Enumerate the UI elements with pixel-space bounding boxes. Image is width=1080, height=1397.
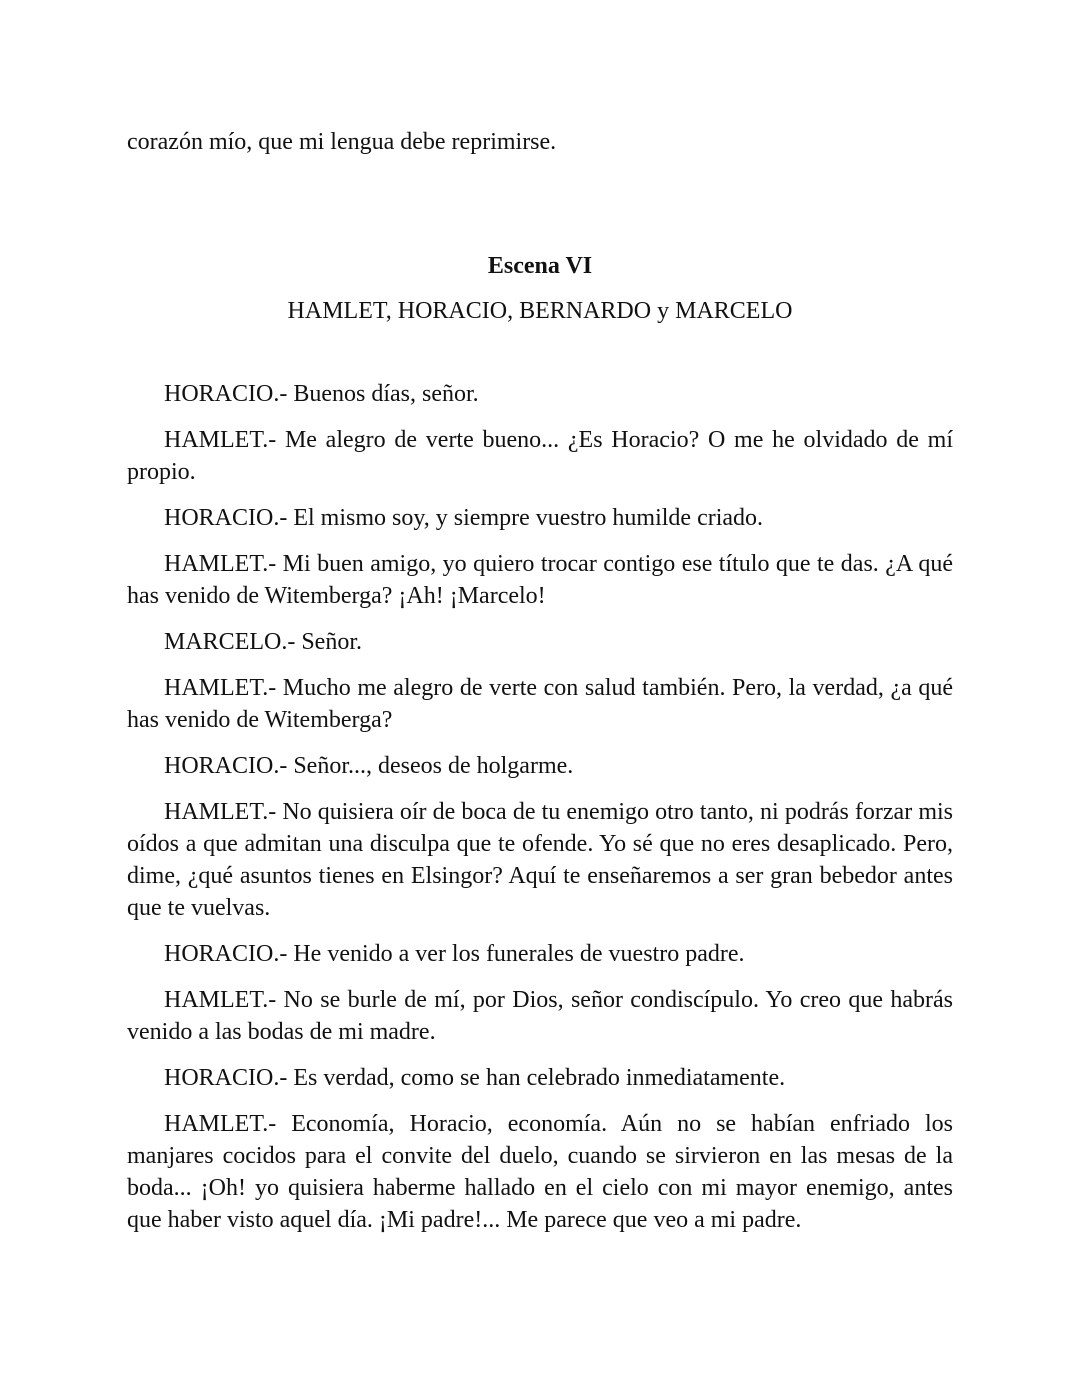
- dialogue-line: HAMLET.- Mucho me alegro de verte con salud también. Pero, la verdad, ¿a qué has venido de Witemberga?: [127, 675, 953, 733]
- carry-over-line: corazón mío, que mi lengua debe reprimirse.: [127, 129, 557, 155]
- dialogue-line: MARCELO.- Señor.: [164, 629, 362, 655]
- dialogue-line: HORACIO.- El mismo soy, y siempre vuestro humilde criado.: [164, 505, 764, 531]
- dialogue-line: HAMLET.- No se burle de mí, por Dios, señor condiscípulo. Yo creo que habrás venido a las bodas de mi madre.: [127, 987, 953, 1045]
- dialogue-line: HORACIO.- Señor..., deseos de holgarme.: [164, 753, 574, 779]
- dialogue-line: HORACIO.- Buenos días, señor.: [164, 381, 479, 407]
- dialogue-line: HAMLET.- Me alegro de verte bueno... ¿Es Horacio? O me he olvidado de mí propio.: [127, 427, 953, 485]
- dialogue-block: [127, 378, 953, 1250]
- document-page: [127, 0, 953, 1397]
- dialogue-line: HAMLET.- No quisiera oír de boca de tu enemigo otro tanto, ni podrás forzar mis oídos a que admitan una disculpa que te ofende. Yo sé que no eres desaplicado. Pero, dime, ¿qué asuntos tienes en Elsingor? Aquí te enseñaremos a ser gran bebedor antes que te vuelvas.: [127, 799, 953, 921]
- dialogue-line: HAMLET.- Mi buen amigo, yo quiero trocar contigo ese título que te das. ¿A qué has venido de Witemberga? ¡Ah! ¡Marcelo!: [127, 551, 953, 609]
- dialogue-line: HORACIO.- He venido a ver los funerales de vuestro padre.: [164, 941, 745, 967]
- scene-characters: HAMLET, HORACIO, BERNARDO y MARCELO: [287, 298, 793, 324]
- dialogue-line: HORACIO.- Es verdad, como se han celebrado inmediatamente.: [164, 1065, 786, 1091]
- dialogue-line: HAMLET.- Economía, Horacio, economía. Aún no se habían enfriado los manjares cocidos para el convite del duelo, cuando se sirvieron en las mesas de la boda... ¡Oh! yo quisiera haberme hallado en el cielo con mi mayor enemigo, antes que haber visto aquel día. ¡Mi padre!... Me parece que veo a mi padre.: [127, 1111, 953, 1233]
- scene-title: Escena VI: [487, 253, 593, 279]
